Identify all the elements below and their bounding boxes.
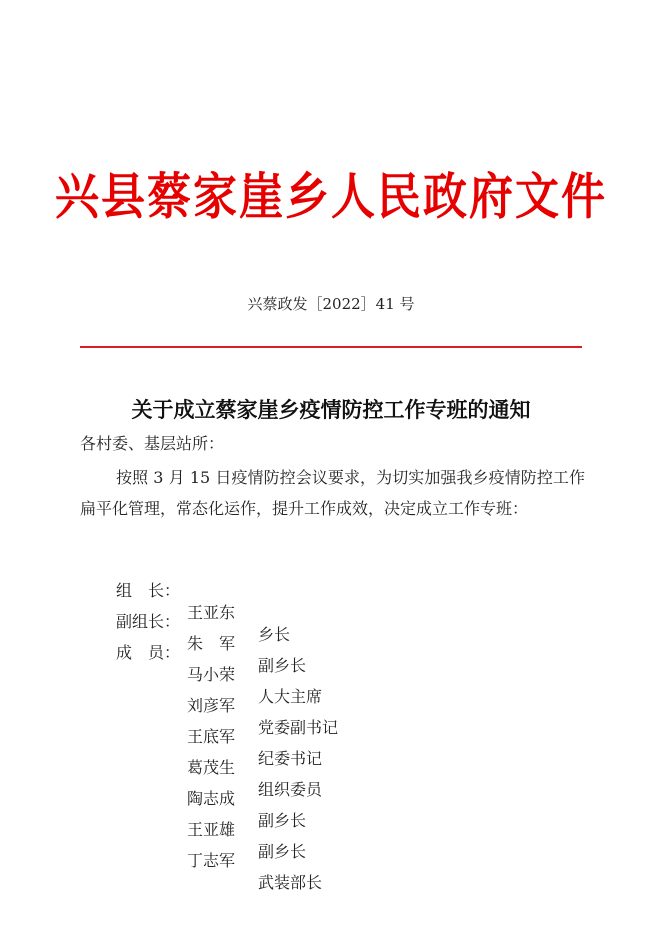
- member-role: 副组长：: [116, 612, 181, 631]
- member-position: 副乡长: [258, 842, 307, 861]
- member-name: 马小荣: [187, 665, 236, 684]
- body-paragraph: 按照 3 月 15 日疫情防控会议要求，为切实加强我乡疫情防控工作扁平化管理，常态化运作，提升工作成效，决定成立工作专班：: [80, 468, 585, 518]
- red-divider-line: [80, 346, 582, 348]
- member-position: 人大主席: [258, 687, 323, 706]
- member-position: 纪委书记: [258, 749, 323, 768]
- issuing-authority-title: 兴县蔡家崖乡人民政府文件: [55, 168, 607, 226]
- member-name: 刘彦军: [187, 696, 236, 715]
- member-name: 王亚东: [187, 603, 236, 622]
- member-role: 成 员：: [116, 643, 181, 662]
- member-name: 丁志军: [187, 851, 236, 870]
- notice-title: 关于成立蔡家崖乡疫情防控工作专班的通知: [131, 397, 531, 422]
- member-name: 葛茂生: [187, 758, 236, 777]
- member-name: 朱 军: [187, 634, 236, 653]
- member-name: 王亚雄: [187, 820, 236, 839]
- member-name: 王底军: [187, 727, 236, 746]
- member-position: 乡长: [258, 625, 291, 644]
- document-number: 兴蔡政发［2022］41 号: [247, 295, 415, 313]
- member-position: 组织委员: [258, 780, 323, 799]
- member-role: 组 长：: [116, 581, 181, 600]
- addressee: 各村委、基层站所：: [80, 434, 225, 453]
- member-position: 副乡长: [258, 811, 307, 830]
- member-position: 党委副书记: [258, 718, 339, 737]
- member-position: 武装部长: [258, 873, 323, 892]
- member-position: 副乡长: [258, 656, 307, 675]
- member-name: 陶志成: [187, 789, 236, 808]
